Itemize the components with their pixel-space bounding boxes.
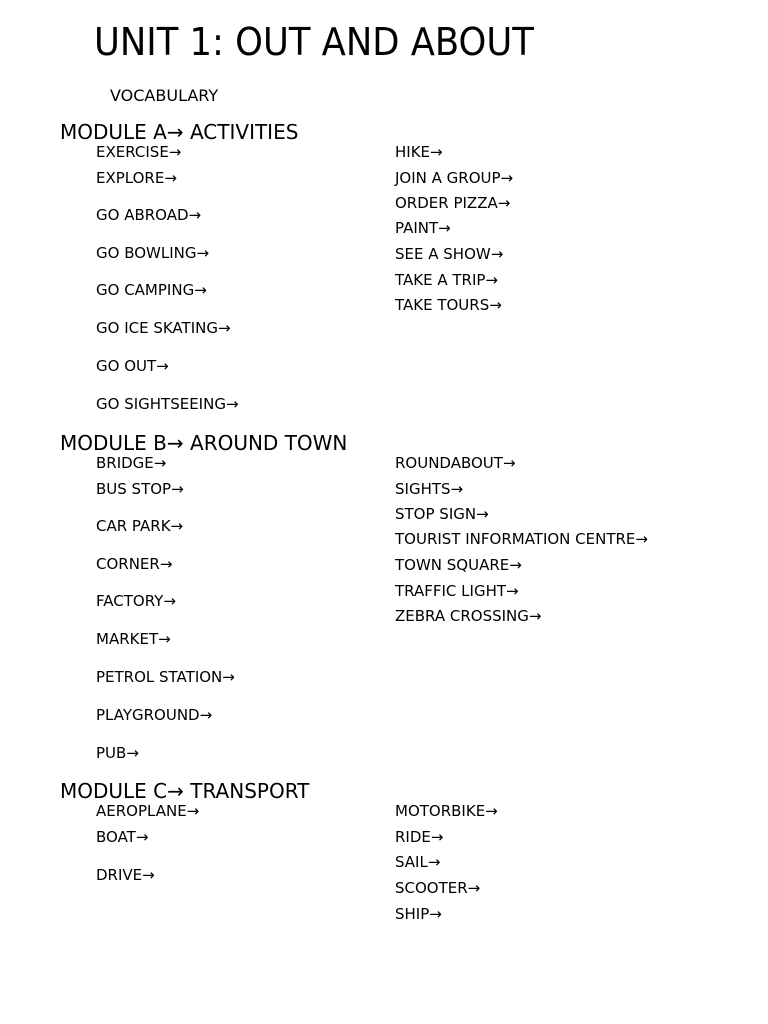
list-item: GO CAMPING→ (96, 281, 207, 299)
list-item: GO ABROAD→ (96, 206, 202, 224)
list-item: JOIN A GROUP→ (395, 169, 514, 187)
module-a-heading: MODULE A→ ACTIVITIES (60, 120, 299, 144)
module-b-heading: MODULE B→ AROUND TOWN (60, 431, 348, 455)
list-item: BOAT→ (96, 828, 149, 846)
list-item: EXERCISE→ (96, 143, 182, 161)
list-item: SCOOTER→ (395, 879, 481, 897)
list-item: PETROL STATION→ (96, 668, 235, 686)
list-item: ZEBRA CROSSING→ (395, 607, 542, 625)
list-item: PAINT→ (395, 219, 451, 237)
list-item: TAKE TOURS→ (395, 296, 502, 314)
list-item: STOP SIGN→ (395, 505, 489, 523)
list-item: BUS STOP→ (96, 480, 184, 498)
list-item: TRAFFIC LIGHT→ (395, 582, 519, 600)
list-item: GO ICE SKATING→ (96, 319, 231, 337)
list-item: ROUNDABOUT→ (395, 454, 516, 472)
list-item: DRIVE→ (96, 866, 155, 884)
list-item: GO OUT→ (96, 357, 169, 375)
list-item: MARKET→ (96, 630, 171, 648)
vocabulary-subtitle: VOCABULARY (110, 86, 219, 105)
list-item: MOTORBIKE→ (395, 802, 498, 820)
list-item: PLAYGROUND→ (96, 706, 213, 724)
list-item: BRIDGE→ (96, 454, 167, 472)
list-item: TOWN SQUARE→ (395, 556, 522, 574)
list-item: TAKE A TRIP→ (395, 271, 498, 289)
list-item: PUB→ (96, 744, 139, 762)
list-item: AEROPLANE→ (96, 802, 200, 820)
list-item: GO BOWLING→ (96, 244, 210, 262)
list-item: CORNER→ (96, 555, 173, 573)
list-item: TOURIST INFORMATION CENTRE→ (395, 530, 648, 548)
page-title: UNIT 1: OUT AND ABOUT (94, 20, 534, 64)
list-item: ORDER PIZZA→ (395, 194, 511, 212)
module-c-heading: MODULE C→ TRANSPORT (60, 779, 310, 803)
list-item: SIGHTS→ (395, 480, 464, 498)
list-item: GO SIGHTSEEING→ (96, 395, 239, 413)
list-item: FACTORY→ (96, 592, 176, 610)
list-item: SAIL→ (395, 853, 441, 871)
list-item: RIDE→ (395, 828, 444, 846)
list-item: SHIP→ (395, 905, 442, 923)
list-item: CAR PARK→ (96, 517, 184, 535)
list-item: HIKE→ (395, 143, 443, 161)
list-item: SEE A SHOW→ (395, 245, 504, 263)
list-item: EXPLORE→ (96, 169, 177, 187)
